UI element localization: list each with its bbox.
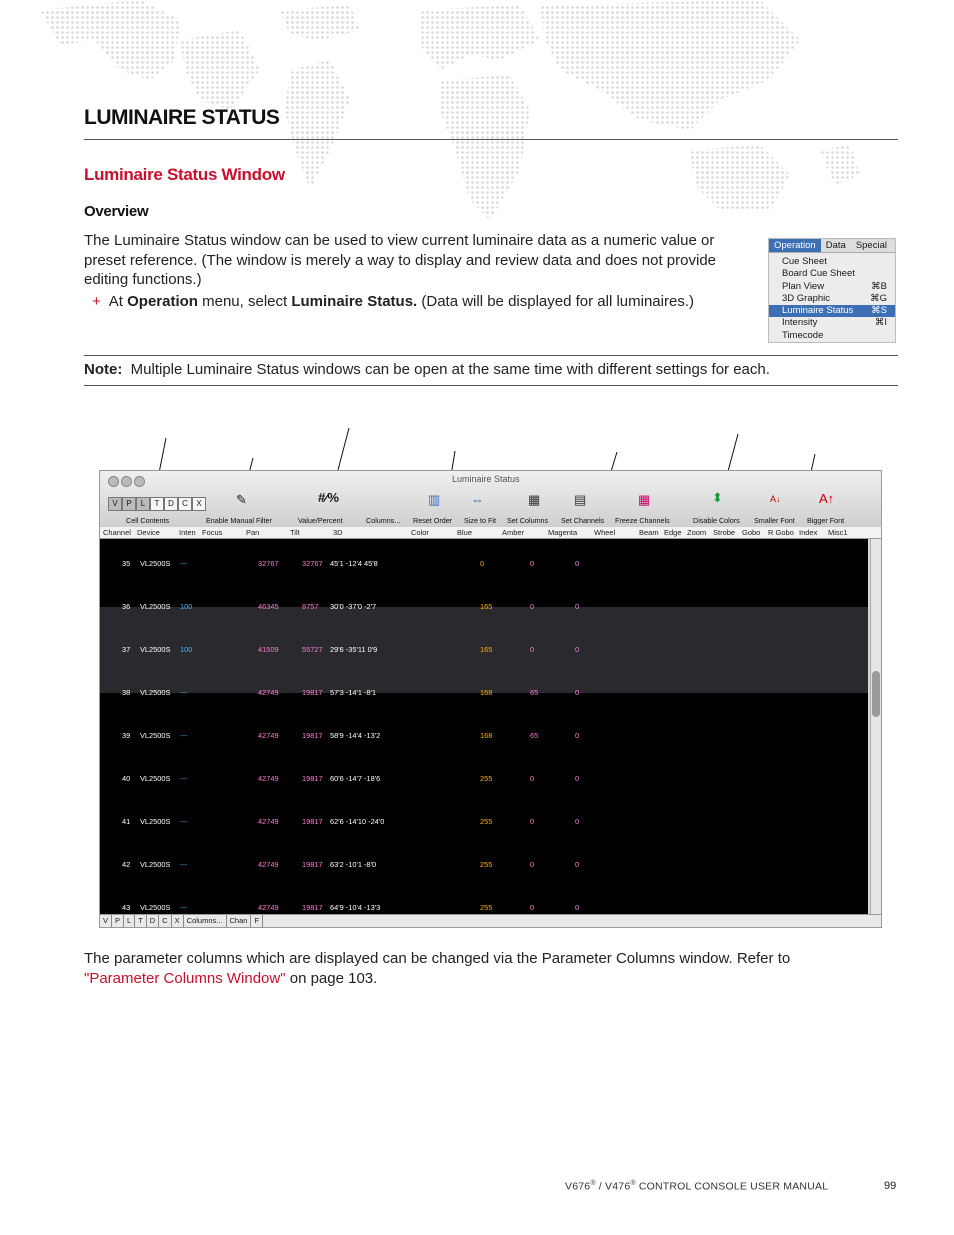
toolbar-disable-colors: Disable Colors bbox=[693, 516, 740, 525]
cell-d3: 60'6 -14'7 -18'6 bbox=[330, 774, 381, 783]
cell-pan: 32767 bbox=[258, 559, 279, 568]
col-edge[interactable]: Edge bbox=[664, 528, 682, 537]
disable-colors-icon[interactable]: ⬍ bbox=[712, 490, 723, 505]
footer-tab-p[interactable]: P bbox=[112, 915, 124, 927]
segment-t[interactable]: T bbox=[150, 497, 164, 511]
world-map-background bbox=[0, 0, 954, 260]
menu-name: Operation bbox=[127, 293, 198, 310]
pencil-filter-icon[interactable]: ✎ bbox=[236, 492, 247, 507]
cell-dev: VL2500S bbox=[140, 645, 171, 654]
cell-contents-segments bbox=[108, 497, 206, 511]
segment-v[interactable]: V bbox=[108, 497, 122, 511]
footer-tab-chan[interactable]: Chan bbox=[227, 915, 252, 927]
set-channels-icon[interactable]: ▤ bbox=[574, 492, 587, 507]
freeze-channels-icon[interactable]: ▦ bbox=[638, 492, 651, 507]
note-text: Multiple Luminaire Status windows can be open at the same time with different settings for each. bbox=[130, 361, 770, 378]
cell-inten: --- bbox=[180, 860, 188, 869]
window-toolbar bbox=[100, 471, 881, 528]
plus-icon: + bbox=[92, 293, 101, 310]
cell-inten: --- bbox=[180, 688, 188, 697]
cell-amber: 0 bbox=[530, 602, 535, 611]
cell-blue: 168 bbox=[480, 731, 493, 740]
footer-tab-l[interactable]: L bbox=[124, 915, 135, 927]
note bbox=[84, 361, 770, 378]
cell-blue: 168 bbox=[480, 688, 493, 697]
window-controls bbox=[108, 474, 147, 492]
cell-dev: VL2500S bbox=[140, 817, 171, 826]
column-header-row bbox=[100, 527, 881, 539]
cell-ch: 41 bbox=[122, 817, 131, 826]
cell-amber: 65 bbox=[530, 731, 539, 740]
footer-tab-d[interactable]: D bbox=[147, 915, 159, 927]
toolbar-size-to-fit: Size to Fit bbox=[464, 516, 496, 525]
cell-d3: 45'1 -12'4 45'8 bbox=[330, 559, 378, 568]
cell-amber: 0 bbox=[530, 903, 535, 912]
cell-ch: 39 bbox=[122, 731, 131, 740]
cell-dev: VL2500S bbox=[140, 559, 171, 568]
toolbar-value-percent: Value/Percent bbox=[298, 516, 343, 525]
cell-d3: 64'9 -10'4 -13'3 bbox=[330, 903, 381, 912]
segment-x[interactable]: X bbox=[192, 497, 206, 511]
cell-mag: 0 bbox=[575, 817, 580, 826]
cell-ch: 38 bbox=[122, 688, 131, 697]
note-rule-bottom bbox=[84, 385, 898, 386]
status-grid bbox=[100, 539, 868, 914]
window-title: Luminaire Status bbox=[452, 474, 520, 484]
cell-amber: 0 bbox=[530, 774, 535, 783]
menu-item-name: Luminaire Status. bbox=[291, 293, 418, 310]
col-3d[interactable]: 3D bbox=[333, 528, 343, 537]
toolbar-reset-order: Reset Order bbox=[413, 516, 453, 525]
menu-item-board-cue-sheet[interactable]: Board Cue Sheet bbox=[782, 268, 855, 280]
cell-tilt: 8757 bbox=[302, 602, 319, 611]
close-window-icon[interactable] bbox=[108, 476, 119, 487]
segment-c[interactable]: C bbox=[178, 497, 192, 511]
col-beam[interactable]: Beam bbox=[639, 528, 659, 537]
cell-amber: 0 bbox=[530, 559, 535, 568]
menu-item-timecode[interactable]: Timecode bbox=[782, 329, 824, 341]
section-title: LUMINAIRE STATUS bbox=[84, 106, 280, 129]
menu-item-3d-graphic[interactable]: 3D Graphic ⌘G bbox=[782, 292, 887, 304]
parameter-columns-link[interactable]: "Parameter Columns Window" bbox=[84, 969, 286, 987]
cell-d3: 63'2 -10'1 -8'0 bbox=[330, 860, 377, 869]
smaller-font-icon[interactable]: A↓ bbox=[770, 494, 781, 504]
manual-footer: V676® / V476® CONTROL CONSOLE USER MANUAL bbox=[565, 1180, 829, 1193]
cell-amber: 0 bbox=[530, 817, 535, 826]
cell-amber: 65 bbox=[530, 688, 539, 697]
col-index[interactable]: Index bbox=[799, 528, 818, 537]
cell-inten: 100 bbox=[180, 645, 193, 654]
subsection-title: Luminaire Status Window bbox=[84, 165, 285, 184]
footer-tab-t[interactable]: T bbox=[135, 915, 147, 927]
col-gobo[interactable]: Gobo bbox=[742, 528, 761, 537]
col-focus[interactable]: Focus bbox=[202, 528, 223, 537]
toolbar-set-channels: Set Channels bbox=[561, 516, 605, 525]
luminaire-status-window bbox=[99, 470, 882, 928]
cell-ch: 42 bbox=[122, 860, 131, 869]
cell-ch: 35 bbox=[122, 559, 131, 568]
cell-amber: 0 bbox=[530, 860, 535, 869]
toolbar-freeze-channels: Freeze Channels bbox=[615, 516, 670, 525]
note-label: Note: bbox=[84, 361, 123, 378]
col-magenta[interactable]: Magenta bbox=[548, 528, 578, 537]
cell-ch: 40 bbox=[122, 774, 131, 783]
cell-inten: --- bbox=[180, 731, 188, 740]
cell-inten: --- bbox=[180, 817, 188, 826]
segment-l[interactable]: L bbox=[136, 497, 150, 511]
overview-heading: Overview bbox=[84, 203, 149, 220]
cell-blue: 255 bbox=[480, 860, 493, 869]
cell-d3: 30'0 -37'0 -2'7 bbox=[330, 602, 377, 611]
cell-pan: 46345 bbox=[258, 602, 279, 611]
col-channel[interactable]: Channel bbox=[103, 528, 131, 537]
cell-pan: 42749 bbox=[258, 688, 279, 697]
overview-paragraph: The Luminaire Status window can be used to view current luminaire data as a numeric value or preset reference. (The window is merely a way to display and review data and does not provide editing functions.) bbox=[84, 232, 716, 288]
cell-inten: --- bbox=[180, 774, 188, 783]
bigger-font-icon[interactable]: A↑ bbox=[819, 491, 835, 506]
cell-pan: 41509 bbox=[258, 645, 279, 654]
cell-mag: 0 bbox=[575, 731, 580, 740]
cell-pan: 42749 bbox=[258, 903, 279, 912]
cell-dev: VL2500S bbox=[140, 731, 171, 740]
menu-item-cue-sheet[interactable]: Cue Sheet bbox=[782, 256, 827, 267]
col-strobe[interactable]: Strobe bbox=[713, 528, 736, 537]
toolbar-bigger-font: Bigger Font bbox=[807, 516, 845, 525]
cell-dev: VL2500S bbox=[140, 774, 171, 783]
scroll-thumb[interactable] bbox=[872, 671, 880, 717]
cell-tilt: 19817 bbox=[302, 731, 323, 740]
segment-p[interactable]: P bbox=[122, 497, 136, 511]
minimize-window-icon[interactable] bbox=[121, 476, 132, 487]
col-blue[interactable]: Blue bbox=[457, 528, 473, 537]
menu-data[interactable]: Data bbox=[825, 240, 846, 251]
footer-tab-x[interactable]: X bbox=[172, 915, 184, 927]
operation-menu-screenshot bbox=[768, 238, 896, 343]
cell-inten: --- bbox=[180, 559, 188, 568]
set-columns-icon[interactable]: ▦ bbox=[528, 492, 541, 507]
cell-blue: 255 bbox=[480, 817, 493, 826]
cell-ch: 36 bbox=[122, 602, 131, 611]
cell-inten: --- bbox=[180, 903, 188, 912]
columns-icon[interactable]: ▥ bbox=[428, 492, 441, 507]
menu-bar bbox=[769, 239, 895, 253]
toolbar-enable-manual-filter: Enable Manual Filter bbox=[206, 516, 272, 525]
cell-ch: 43 bbox=[122, 903, 131, 912]
col-tilt[interactable]: Tilt bbox=[290, 528, 300, 537]
section-rule bbox=[84, 139, 898, 140]
cell-dev: VL2500S bbox=[140, 903, 171, 912]
cell-blue: 255 bbox=[480, 774, 493, 783]
cell-dev: VL2500S bbox=[140, 602, 171, 611]
cell-blue: 255 bbox=[480, 903, 493, 912]
cell-d3: 58'9 -14'4 -13'2 bbox=[330, 731, 381, 740]
vertical-scrollbar[interactable] bbox=[870, 539, 881, 914]
menu-item-intensity[interactable]: Intensity ⌘I bbox=[782, 317, 887, 329]
cell-dev: VL2500S bbox=[140, 688, 171, 697]
cell-pan: 42749 bbox=[258, 731, 279, 740]
cell-mag: 0 bbox=[575, 688, 580, 697]
toolbar-columns: Columns... bbox=[366, 516, 401, 525]
cell-mag: 0 bbox=[575, 559, 580, 568]
col-amber[interactable]: Amber bbox=[502, 528, 525, 537]
cell-blue: 0 bbox=[480, 559, 485, 568]
cell-tilt: 19817 bbox=[302, 774, 323, 783]
closing-paragraph: The parameter columns which are displayed can be changed via the Parameter Columns window. Refer to "Parameter Columns Window" on page 103. bbox=[84, 950, 791, 987]
col-misc1[interactable]: Misc1 bbox=[828, 528, 848, 537]
cell-d3: 29'6 -35'11 0'9 bbox=[330, 645, 378, 654]
cell-pan: 42749 bbox=[258, 774, 279, 783]
note-rule-top bbox=[84, 355, 898, 356]
menu-item-luminaire-status[interactable]: Luminaire Status ⌘S bbox=[769, 305, 895, 317]
menu-special[interactable]: Special bbox=[855, 240, 887, 251]
col-inten[interactable]: Inten bbox=[179, 528, 196, 537]
cell-blue: 165 bbox=[480, 602, 493, 611]
cell-tilt: 19817 bbox=[302, 817, 323, 826]
cell-d3: 62'6 -14'10 -24'0 bbox=[330, 817, 385, 826]
footer-tab-c[interactable]: C bbox=[159, 915, 171, 927]
col-wheel[interactable]: Wheel bbox=[594, 528, 616, 537]
cell-tilt: 32767 bbox=[302, 559, 323, 568]
cell-tilt: 19817 bbox=[302, 688, 323, 697]
col-color[interactable]: Color bbox=[411, 528, 429, 537]
cell-mag: 0 bbox=[575, 903, 580, 912]
footer-tab-f[interactable]: F bbox=[251, 915, 263, 927]
cell-mag: 0 bbox=[575, 602, 580, 611]
cell-mag: 0 bbox=[575, 860, 580, 869]
col-r-gobo[interactable]: R Gobo bbox=[768, 528, 794, 537]
size-to-fit-icon[interactable]: ⇔ bbox=[471, 492, 484, 507]
cell-pan: 42749 bbox=[258, 817, 279, 826]
toolbar-smaller-font: Smaller Font bbox=[754, 516, 795, 525]
zoom-window-icon[interactable] bbox=[134, 476, 145, 487]
cell-pan: 42749 bbox=[258, 860, 279, 869]
col-pan[interactable]: Pan bbox=[246, 528, 260, 537]
cell-tilt: 55727 bbox=[302, 645, 323, 654]
cell-mag: 0 bbox=[575, 774, 580, 783]
cell-ch: 37 bbox=[122, 645, 131, 654]
footer-tab-bar bbox=[100, 914, 881, 927]
cell-mag: 0 bbox=[575, 645, 580, 654]
cell-d3: 57'3 -14'1 -8'1 bbox=[330, 688, 377, 697]
cell-blue: 165 bbox=[480, 645, 493, 654]
cell-tilt: 19817 bbox=[302, 903, 323, 912]
menu-operation[interactable]: Operation bbox=[769, 239, 821, 252]
menu-item-plan-view[interactable]: Plan View ⌘B bbox=[782, 280, 887, 292]
segment-d[interactable]: D bbox=[164, 497, 178, 511]
page-number: 99 bbox=[884, 1180, 897, 1192]
value-percent-icon[interactable]: #⁄% bbox=[318, 490, 339, 505]
cell-amber: 0 bbox=[530, 645, 535, 654]
col-device[interactable]: Device bbox=[137, 528, 160, 537]
toolbar-set-columns: Set Columns bbox=[507, 516, 549, 525]
instruction-bullet: + At Operation menu, select Luminaire Status. (Data will be displayed for all luminaires.) bbox=[92, 293, 694, 310]
col-zoom[interactable]: Zoom bbox=[687, 528, 707, 537]
toolbar-cell-contents: Cell Contents bbox=[126, 516, 170, 525]
footer-tab-v[interactable]: V bbox=[100, 915, 112, 927]
cell-inten: 100 bbox=[180, 602, 193, 611]
cell-tilt: 19817 bbox=[302, 860, 323, 869]
cell-dev: VL2500S bbox=[140, 860, 171, 869]
footer-tab-columns[interactable]: Columns... bbox=[184, 915, 227, 927]
